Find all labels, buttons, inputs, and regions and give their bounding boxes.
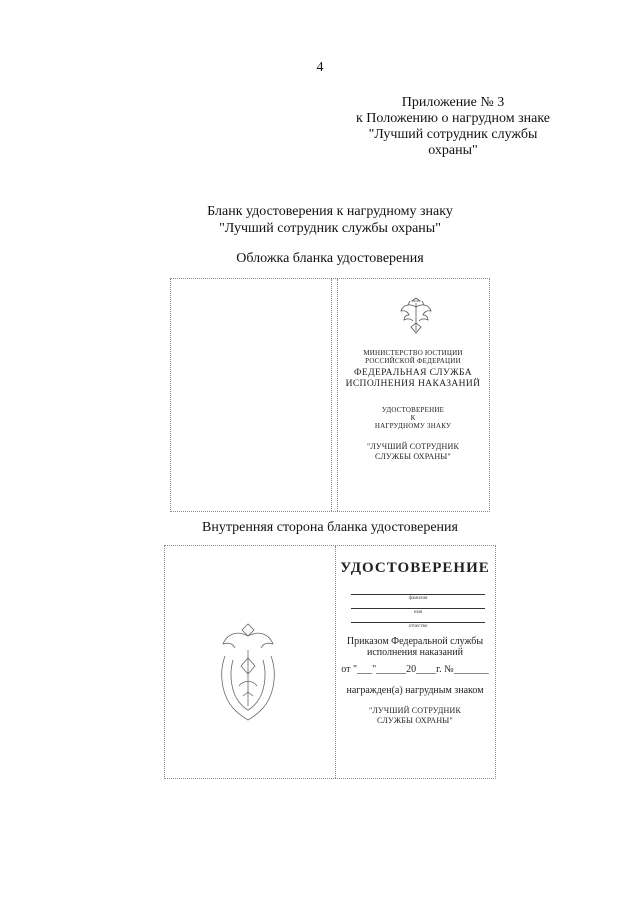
certificate-line: НАГРУДНОМУ ЗНАКУ xyxy=(374,422,452,430)
appendix-line: к Положению о нагрудном знаке xyxy=(355,111,550,126)
award-line: СЛУЖБЫ ОХРАНЫ" xyxy=(375,452,451,461)
service-line: ИСПОЛНЕНИЯ НАКАЗАНИЙ xyxy=(345,379,481,389)
award-line: "ЛУЧШИЙ СОТРУДНИК xyxy=(368,706,462,715)
certificate-title: УДОСТОВЕРЕНИЕ xyxy=(340,560,490,576)
award-line: СЛУЖБЫ ОХРАНЫ" xyxy=(377,716,453,725)
ministry-line: МИНИСТЕРСТВО ЮСТИЦИИ xyxy=(363,349,463,357)
awarded-line: награжден(а) нагрудным знаком xyxy=(346,685,484,696)
certificate-line: К xyxy=(410,414,416,422)
cover-spine xyxy=(331,279,332,511)
inner-form xyxy=(164,545,496,779)
cover-spine xyxy=(337,279,338,511)
inner-caption: Внутренняя сторона бланка удостоверения xyxy=(202,520,458,535)
order-line: Приказом Федеральной службы xyxy=(346,636,484,647)
patronymic-caption: отчество xyxy=(408,624,428,629)
patronymic-line xyxy=(351,622,485,623)
appendix-line: "Лучший сотрудник службы xyxy=(368,127,538,142)
appendix-line: Приложение № 3 xyxy=(401,95,505,110)
title-line: "Лучший сотрудник службы охраны" xyxy=(219,221,441,236)
fsin-emblem-icon xyxy=(213,616,283,726)
appendix-line: охраны" xyxy=(428,143,478,158)
order-date-line: от "___"______20____г. №_______ xyxy=(341,664,489,675)
inner-spine xyxy=(335,546,336,778)
name-line xyxy=(351,608,485,609)
document-title xyxy=(0,203,640,237)
double-headed-eagle-icon xyxy=(399,297,433,337)
surname-caption: фамилия xyxy=(408,596,428,601)
ministry-line: РОССИЙСКОЙ ФЕДЕРАЦИИ xyxy=(365,357,461,365)
title-line: Бланк удостоверения к нагрудному знаку xyxy=(207,204,453,219)
appendix-block xyxy=(348,95,558,159)
cover-form xyxy=(170,278,490,512)
service-line: ФЕДЕРАЛЬНАЯ СЛУЖБА xyxy=(353,368,473,378)
cover-caption: Обложка бланка удостоверения xyxy=(236,251,424,266)
order-line: исполнения наказаний xyxy=(367,647,463,658)
page-number: 4 xyxy=(316,60,324,75)
award-line: "ЛУЧШИЙ СОТРУДНИК xyxy=(366,442,460,451)
certificate-line: УДОСТОВЕРЕНИЕ xyxy=(381,406,445,414)
name-caption: имя xyxy=(413,610,423,615)
surname-line xyxy=(351,594,485,595)
